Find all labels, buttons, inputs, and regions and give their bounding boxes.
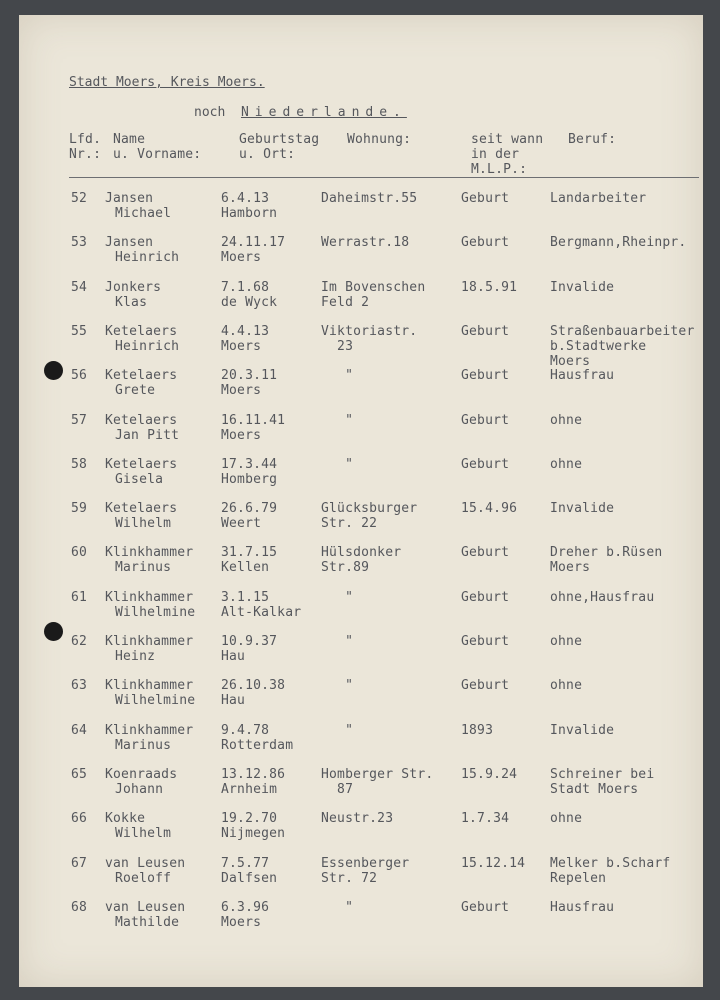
birth-place: Kellen — [221, 560, 270, 576]
birth-place: Dalfsen — [221, 870, 278, 886]
since-when: Geburt — [461, 191, 510, 206]
residence: " — [321, 589, 354, 605]
residence: " — [321, 678, 354, 694]
table-row — [19, 413, 703, 457]
birth-date: 6.3.96 — [221, 899, 270, 915]
row-number: 56 — [71, 368, 88, 384]
table-row — [19, 856, 703, 900]
residence: Hülsdonker — [321, 545, 402, 561]
row-number: 52 — [71, 191, 88, 206]
occupation: Invalide — [550, 722, 615, 738]
table-row — [19, 501, 703, 545]
since-when: Geburt — [461, 589, 510, 605]
surname: Klinkhammer — [105, 545, 194, 561]
birth-date: 9.4.78 — [221, 722, 270, 738]
birth-date: 7.5.77 — [221, 855, 270, 871]
residence-line2: 23 — [321, 338, 354, 354]
surname: Ketelaers — [105, 368, 178, 384]
surname: van Leusen — [105, 855, 186, 871]
occupation: Landarbeiter — [550, 191, 647, 206]
occupation: Invalide — [550, 501, 615, 517]
residence-line2: Str. 22 — [321, 516, 378, 532]
birth-place: Hamborn — [221, 206, 278, 221]
birth-date: 10.9.37 — [221, 634, 278, 649]
row-number: 57 — [71, 412, 88, 428]
surname: Jansen — [105, 235, 154, 251]
header-seit-3: M.L.P.: — [471, 162, 528, 177]
birth-place: Weert — [221, 516, 262, 532]
document-subtitle — [194, 105, 407, 120]
birth-place: Moers — [221, 383, 262, 399]
birth-place: Rotterdam — [221, 737, 294, 753]
residence: Daheimstr.55 — [321, 191, 418, 206]
birth-date: 7.1.68 — [221, 279, 270, 295]
occupation: Hausfrau — [550, 899, 615, 915]
since-when: Geburt — [461, 323, 510, 339]
row-number: 67 — [71, 855, 88, 871]
given-name: Heinz — [115, 649, 156, 664]
header-geb-1: Geburtstag — [239, 132, 320, 147]
residence: " — [321, 722, 354, 738]
given-name: Heinrich — [115, 250, 180, 266]
occupation: ohne — [550, 811, 583, 827]
birth-date: 6.4.13 — [221, 191, 270, 206]
table-row — [19, 191, 703, 235]
row-number: 54 — [71, 279, 88, 295]
given-name: Marinus — [115, 560, 172, 576]
birth-place: Moers — [221, 427, 262, 443]
row-number: 68 — [71, 899, 88, 915]
since-when: Geburt — [461, 634, 510, 649]
birth-date: 13.12.86 — [221, 766, 286, 782]
occupation-line3: Moers — [550, 353, 591, 369]
residence: Werrastr.18 — [321, 235, 410, 251]
occupation: Schreiner bei — [550, 766, 655, 782]
occupation: ohne — [550, 634, 583, 649]
table-row — [19, 280, 703, 324]
birth-place: Moers — [221, 914, 262, 930]
residence: Neustr.23 — [321, 811, 394, 827]
occupation: Invalide — [550, 279, 615, 295]
residence-line2: 87 — [321, 781, 354, 797]
table-row — [19, 767, 703, 811]
residence: Im Bovenschen — [321, 279, 426, 295]
birth-place: Hau — [221, 693, 246, 709]
residence: " — [321, 368, 354, 384]
residence-line2: Feld 2 — [321, 294, 370, 310]
given-name: Marinus — [115, 737, 172, 753]
residence: Homberger Str. — [321, 766, 434, 782]
given-name: Heinrich — [115, 338, 180, 354]
occupation: Dreher b.Rüsen — [550, 545, 663, 561]
since-when: Geburt — [461, 678, 510, 694]
row-number: 53 — [71, 235, 88, 251]
header-seit-1: seit wann — [471, 132, 544, 147]
occupation: ohne — [550, 412, 583, 428]
row-number: 65 — [71, 766, 88, 782]
header-rule — [69, 177, 699, 178]
birth-place: Hau — [221, 649, 246, 664]
row-number: 58 — [71, 456, 88, 472]
birth-place: Moers — [221, 338, 262, 354]
birth-date: 26.6.79 — [221, 501, 278, 517]
table-row — [19, 545, 703, 589]
table-row — [19, 900, 703, 944]
surname: Jansen — [105, 191, 154, 206]
header-geb-2: u. Ort: — [239, 147, 296, 162]
occupation-line2: Repelen — [550, 870, 607, 886]
row-number: 60 — [71, 545, 88, 561]
occupation: ohne,Hausfrau — [550, 589, 655, 605]
residence: Essenberger — [321, 855, 410, 871]
since-when: 15.9.24 — [461, 766, 518, 782]
residence: Viktoriastr. — [321, 323, 418, 339]
occupation-line2: Stadt Moers — [550, 781, 639, 797]
birth-date: 3.1.15 — [221, 589, 270, 605]
given-name: Wilhelmine — [115, 604, 196, 620]
row-number: 66 — [71, 811, 88, 827]
table-row — [19, 324, 703, 368]
row-number: 59 — [71, 501, 88, 517]
since-when: 1.7.34 — [461, 811, 510, 827]
birth-place: Moers — [221, 250, 262, 266]
since-when: Geburt — [461, 899, 510, 915]
birth-date: 16.11.41 — [221, 412, 286, 428]
birth-date: 31.7.15 — [221, 545, 278, 561]
given-name: Grete — [115, 383, 156, 399]
since-when: 15.4.96 — [461, 501, 518, 517]
table-row — [19, 678, 703, 722]
birth-date: 19.2.70 — [221, 811, 278, 827]
row-number: 61 — [71, 589, 88, 605]
birth-date: 4.4.13 — [221, 323, 270, 339]
subtitle-prefix: noch — [194, 105, 226, 120]
residence: " — [321, 634, 354, 649]
surname: Klinkhammer — [105, 722, 194, 738]
document-page — [19, 15, 703, 987]
given-name: Johann — [115, 781, 164, 797]
row-number: 62 — [71, 634, 88, 649]
since-when: Geburt — [461, 412, 510, 428]
occupation: Straßenbauarbeiter — [550, 323, 695, 339]
occupation: ohne — [550, 456, 583, 472]
given-name: Mathilde — [115, 914, 180, 930]
occupation: Hausfrau — [550, 368, 615, 384]
surname: Ketelaers — [105, 323, 178, 339]
residence: Glücksburger — [321, 501, 418, 517]
birth-date: 26.10.38 — [221, 678, 286, 694]
surname: Ketelaers — [105, 456, 178, 472]
header-lfd-1: Lfd. — [69, 132, 102, 147]
surname: Klinkhammer — [105, 678, 194, 694]
table-row — [19, 723, 703, 767]
birth-place: Arnheim — [221, 781, 278, 797]
table-row — [19, 457, 703, 501]
header-beruf: Beruf: — [568, 132, 617, 147]
occupation: ohne — [550, 678, 583, 694]
given-name: Michael — [115, 206, 172, 221]
given-name: Roeloff — [115, 870, 172, 886]
surname: Koenraads — [105, 766, 178, 782]
header-wohnung: Wohnung: — [347, 132, 412, 147]
surname: Klinkhammer — [105, 634, 194, 649]
document-title: Stadt Moers, Kreis Moers. — [69, 75, 265, 90]
birth-date: 20.3.11 — [221, 368, 278, 384]
header-name-2: u. Vorname: — [113, 147, 202, 162]
birth-place: Nijmegen — [221, 826, 286, 842]
occupation-line2: Moers — [550, 560, 591, 576]
surname: Jonkers — [105, 279, 162, 295]
residence: " — [321, 412, 354, 428]
surname: Kokke — [105, 811, 146, 827]
row-number: 63 — [71, 678, 88, 694]
table-row — [19, 634, 703, 678]
header-lfd-2: Nr.: — [69, 147, 102, 162]
residence: " — [321, 899, 354, 915]
table-row — [19, 235, 703, 279]
since-when: 18.5.91 — [461, 279, 518, 295]
header-seit-2: in der — [471, 147, 520, 162]
surname: Ketelaers — [105, 412, 178, 428]
birth-place: Alt-Kalkar — [221, 604, 302, 620]
since-when: 1893 — [461, 722, 494, 738]
since-when: Geburt — [461, 368, 510, 384]
birth-place: Homberg — [221, 471, 278, 487]
birth-date: 17.3.44 — [221, 456, 278, 472]
surname: Klinkhammer — [105, 589, 194, 605]
table-row — [19, 811, 703, 855]
residence-line2: Str. 72 — [321, 870, 378, 886]
occupation-line2: b.Stadtwerke — [550, 338, 647, 354]
since-when: Geburt — [461, 456, 510, 472]
row-number: 64 — [71, 722, 88, 738]
residence: " — [321, 456, 354, 472]
given-name: Klas — [115, 294, 148, 310]
row-number: 55 — [71, 323, 88, 339]
surname: Ketelaers — [105, 501, 178, 517]
given-name: Jan Pitt — [115, 427, 180, 443]
given-name: Wilhelmine — [115, 693, 196, 709]
given-name: Wilhelm — [115, 516, 172, 532]
since-when: 15.12.14 — [461, 855, 526, 871]
given-name: Wilhelm — [115, 826, 172, 842]
surname: van Leusen — [105, 899, 186, 915]
header-name-1: Name — [113, 132, 146, 147]
occupation: Melker b.Scharf — [550, 855, 671, 871]
since-when: Geburt — [461, 235, 510, 251]
birth-place: de Wyck — [221, 294, 278, 310]
given-name: Gisela — [115, 471, 164, 487]
table-row — [19, 368, 703, 412]
table-row — [19, 590, 703, 634]
residence-line2: Str.89 — [321, 560, 370, 576]
since-when: Geburt — [461, 545, 510, 561]
occupation: Bergmann,Rheinpr. — [550, 235, 687, 251]
birth-date: 24.11.17 — [221, 235, 286, 251]
subtitle-country: Niederlande. — [240, 105, 407, 120]
